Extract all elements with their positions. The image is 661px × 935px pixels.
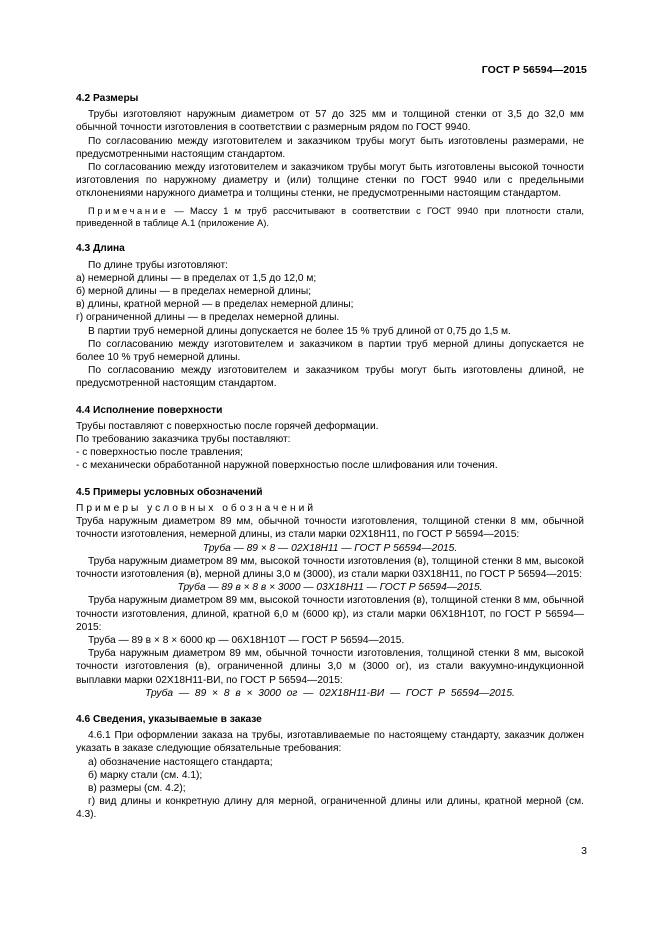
list-item: - с поверхностью после травления; <box>76 447 243 459</box>
section-title-4-6: 4.6 Сведения, указываемые в заказе <box>76 713 262 725</box>
list-item: в) длины, кратной мерной — в пределах немерной длины; <box>76 299 354 311</box>
example-designation: Труба — 89 × 8 — 02Х18Н11 — ГОСТ Р 56594—2015. <box>202 542 458 554</box>
page-number: 3 <box>581 845 587 857</box>
example-designation: Труба — 89 в × 8 в × 3000 — 03Х18Н11 — ГОСТ Р 56594—2015. <box>177 582 483 594</box>
document-code-header: ГОСТ Р 56594—2015 <box>481 64 587 76</box>
paragraph: В партии труб немерной длины допускается не более 15 % труб длиной от 0,75 до 1,5 м. <box>88 325 511 337</box>
note-label: Примечание <box>88 204 169 216</box>
list-item: б) марку стали (см. 4.1); <box>88 769 203 781</box>
paragraph: По согласованию между изготовителем и заказчиком в партии труб мерной длины допускается не более 10 % труб немерной длины. <box>76 338 584 364</box>
document-body <box>76 92 584 822</box>
examples-subtitle: Примеры условных обозначений <box>76 502 317 514</box>
example-text: Труба наружным диаметром 89 мм, обычной точности изготовления, толщиной стенки 8 мм, высокой точности изготовления (в), ограниченной длины 3,0 м (3000 ог), из стали вакуумно-индукционной выплавки марки 02Х18Н11-ВИ, по ГОСТ Р 56594—2015: <box>76 648 584 686</box>
example-designation: Труба — 89 × 8 в × 3000 ог — 02Х18Н11-ВИ — ГОСТ Р 56594—2015. <box>145 687 515 699</box>
paragraph: 4.6.1 При оформлении заказа на трубы, изготавливаемые по настоящему стандарту, заказчик должен указать в заказе следующие обязательные требования: <box>76 730 584 755</box>
list-item: г) ограниченной длины — в пределах немерной длины. <box>76 312 340 324</box>
note <box>76 205 584 230</box>
paragraph: Трубы поставляют с поверхностью после горячей деформации. <box>76 420 379 432</box>
example-text: Труба наружным диаметром 89 мм, высокой точности изготовления (в), толщиной стенки 8 мм, высокой точности изготовления (в), мерной длины 3,0 м (3000), из стали марки 03Х18Н11, по ГОСТ Р 56594—2015: <box>76 555 584 580</box>
section-title-4-4: 4.4 Исполнение поверхности <box>76 404 223 416</box>
list-item: б) мерной длины — в пределах немерной длины; <box>76 286 312 298</box>
list-item: а) немерной длины — в пределах от 1,5 до 12,0 м; <box>76 272 317 284</box>
list-item: - с механически обработанной наружной поверхностью после шлифования или точения. <box>76 460 498 472</box>
section-title-4-2: 4.2 Размеры <box>76 93 139 104</box>
paragraph: По требованию заказчика трубы поставляют: <box>76 434 291 446</box>
paragraph: Трубы изготовляют наружным диаметром от 57 до 325 мм и толщиной стенки от 3,5 до 32,0 мм обычной точности изготовления в соответствии с размерным рядом по ГОСТ 9940. <box>76 109 584 134</box>
paragraph: По согласованию между изготовителем и заказчиком трубы могут быть изготовлены размерами, не предусмотренными настоящим стандартом. <box>76 135 584 160</box>
example-text: Труба наружным диаметром 89 мм, высокой точности изготовления (в), толщиной стенки 8 мм, обычной точности изготовления, длиной, кратной 6,0 м (6000 кр), из стали марки 06Х18Н10Т, по ГОСТ Р 56594—2015: <box>76 595 584 633</box>
section-title-4-5: 4.5 Примеры условных обозначений <box>76 486 263 498</box>
list-item: а) обозначение настоящего стандарта; <box>88 756 273 768</box>
example-text: Труба наружным диаметром 89 мм, обычной точности изготовления, толщиной стенки 8 мм, обычной точности изготовления, немерной длины, из стали марки 02Х18Н11, по ГОСТ Р 56594—2015: <box>76 516 584 541</box>
list-item: в) размеры (см. 4.2); <box>88 782 186 794</box>
example-designation: Труба — 89 в × 8 × 6000 кр — 06Х18Н10Т — ГОСТ Р 56594—2015. <box>88 634 405 646</box>
paragraph: По согласованию между изготовителем и заказчиком трубы могут быть изготовлены высокой точности изготовления по наружному диаметру и (или) толщине стенки по ГОСТ 9940 или с предельными отклонениями наружного диаметра и толщины стенки, не предусмотренными настоящим стандартом. <box>76 162 584 200</box>
note-text: — Массу 1 м труб рассчитывают в соответствии с ГОСТ 9940 при плотности стали, приведенной в таблице А.1 (приложение А). <box>76 204 584 229</box>
paragraph: По согласованию между изготовителем и заказчиком трубы могут быть изготовлены длиной, не предусмотренной настоящим стандартом. <box>76 365 584 390</box>
section-title-4-3: 4.3 Длина <box>76 243 125 255</box>
paragraph: По длине трубы изготовляют: <box>88 259 228 271</box>
list-item: г) вид длины и конкретную длину для мерной, ограниченной длины или длины, кратной мерной (см. 4.3). <box>76 796 584 821</box>
